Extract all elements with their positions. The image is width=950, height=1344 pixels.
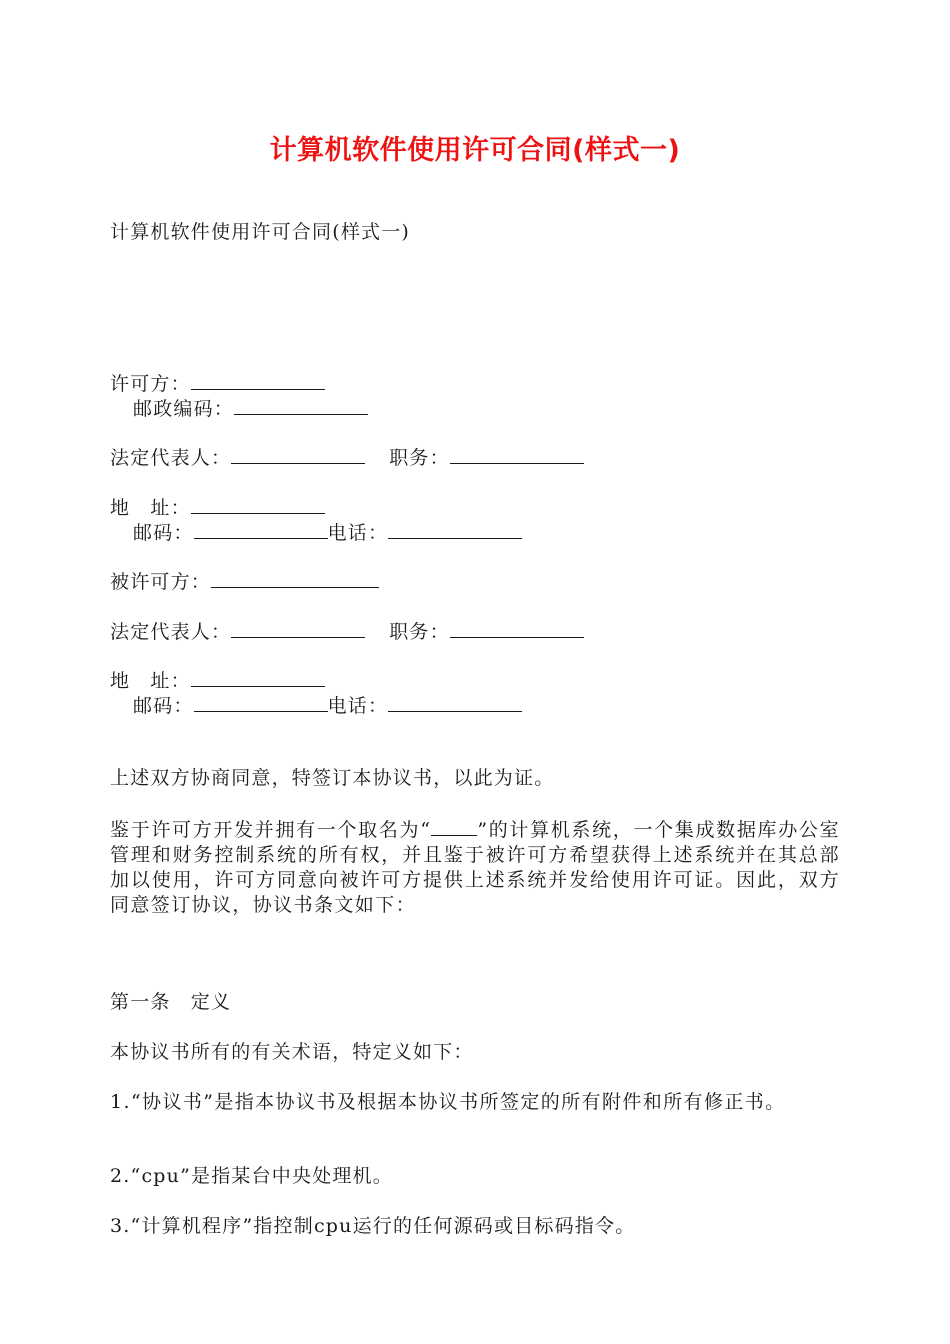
document-subtitle: 计算机软件使用许可合同(样式一) <box>110 221 411 243</box>
licensor-address-line <box>110 494 325 521</box>
recital-text-b: ”的计算机系统，一个集成数据库办公室管理和财务控制系统的所有权，并且鉴于被许可方希望获得上述系统并在其总部加以使用，许可方同意向被许可方提供上述系统并发给使用许可证。因此，双方同意签订协议，协议书条文如下： <box>110 819 840 916</box>
position-label: 职务： <box>389 447 450 469</box>
definition-2: 2.“cpu”是指某台中央处理机。 <box>110 1165 393 1187</box>
address-blank <box>191 667 325 687</box>
rep-label: 法定代表人： <box>110 447 232 469</box>
rep-label: 法定代表人： <box>110 621 232 643</box>
definition-3: 3.“计算机程序”指控制cpu运行的任何源码或目标码指令。 <box>110 1215 636 1237</box>
licensor-postcode-line <box>133 395 368 422</box>
licensee-rep-line <box>110 618 584 645</box>
address-label: 地 址： <box>110 670 191 692</box>
licensee-address-line <box>110 667 325 694</box>
definition-1: 1.“协议书”是指本协议书及根据本协议书所签定的所有附件和所有修正书。 <box>110 1091 786 1113</box>
postcode-blank <box>234 395 368 415</box>
zip-blank <box>194 692 328 712</box>
licensor-blank <box>191 370 325 390</box>
phone-label: 电话： <box>327 522 389 544</box>
phone-blank <box>388 519 522 539</box>
agreement-statement: 上述双方协商同意，特签订本协议书，以此为证。 <box>110 767 555 789</box>
position-blank <box>450 444 584 464</box>
position-label: 职务： <box>389 621 450 643</box>
recital-paragraph <box>110 816 840 918</box>
zip-label: 邮码： <box>133 695 194 717</box>
article-1-intro: 本协议书所有的有关术语，特定义如下： <box>110 1041 474 1063</box>
licensor-rep-line <box>110 444 584 471</box>
postcode-label: 邮政编码： <box>133 398 235 420</box>
zip-blank <box>194 519 328 539</box>
address-label: 地 址： <box>110 497 191 519</box>
recital-text-a: 鉴于许可方开发并拥有一个取名为“ <box>110 819 432 841</box>
licensor-contact-line <box>133 519 522 546</box>
licensee-blank <box>211 568 379 588</box>
position-blank <box>450 618 584 638</box>
document-title: 计算机软件使用许可合同(样式一) <box>269 135 681 166</box>
zip-label: 邮码： <box>133 522 194 544</box>
phone-label: 电话： <box>327 695 389 717</box>
rep-blank <box>231 444 365 464</box>
address-blank <box>191 494 325 514</box>
rep-blank <box>231 618 365 638</box>
system-name-blank <box>431 816 477 836</box>
article-1-heading: 第一条 定义 <box>110 991 232 1013</box>
licensor-line <box>110 370 325 397</box>
licensee-contact-line <box>133 692 522 719</box>
licensee-line <box>110 568 379 595</box>
licensee-label: 被许可方： <box>110 571 212 593</box>
phone-blank <box>388 692 522 712</box>
licensor-label: 许可方： <box>110 373 191 395</box>
